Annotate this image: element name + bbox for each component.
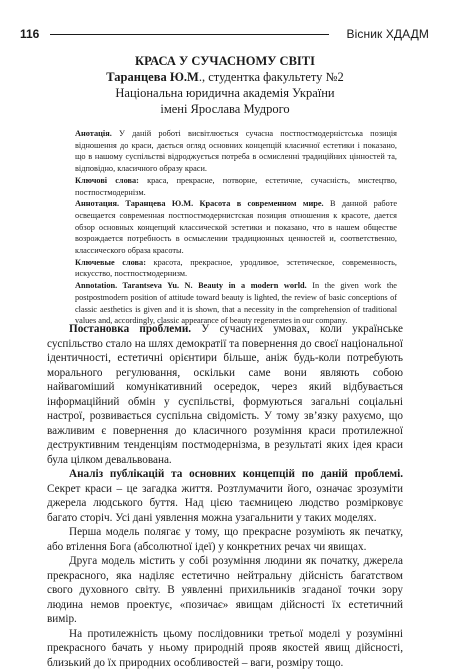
abstract-en-label: Annotation. Tarantseva Yu. N. Beauty in a modern world. (75, 281, 307, 290)
article-body (47, 322, 403, 670)
publications-analysis-text: Секрет краси – це загадка життя. Розтлумачити його, означає зрозуміти джерела людського буття. Над цією таємницею людство розмірковує багато сторіч. Усі дані уявлення можна узагальнити у таких моделях. (47, 483, 403, 524)
author-line (40, 69, 410, 85)
abstracts-block (75, 128, 397, 327)
keywords-ua-text: краса, прекрасне, потворне, естетичне, сучасність, мистецтво, постпостмодернізм. (75, 176, 397, 197)
header-rule (50, 34, 329, 35)
affiliation-line-2: імені Ярослава Мудрого (40, 101, 410, 117)
keywords-ua-label: Ключові слова: (75, 176, 139, 185)
page-header (20, 27, 429, 43)
abstract-ua-label: Анотація. (75, 129, 112, 138)
author-name: Таранцева Ю.М (106, 70, 199, 84)
page-number: 116 (20, 27, 39, 41)
author-position: ., студентка факультету №2 (199, 70, 344, 84)
abstract-ru-text: В данной работе освещается современная постпостмодернистская позиция отношения к красоте, дается обзор основных концепций классической эстетики и показано, что в нашем обществе возрождается потребность в осмыслении традиционных ценностей и, соответственно, классического образа красоты. (75, 199, 397, 255)
abstract-ua-text: У даній роботі висвітлюється сучасна постпостмодерністська позиція відношення до краси, дається огляд основних концепцій класичної естетики і показано, що в нашому суспільстві відроджується потреба в осмисленні традиційних цінностей та, відповідно, класичного образу краси. (75, 129, 397, 173)
affiliation-line-1: Національна юридична академія України (40, 85, 410, 101)
keywords-ru-text: красота, прекрасное, уродливое, эстетическое, современность, искусство, постпостмодернизм. (75, 258, 397, 279)
paragraph-problem-statement (47, 322, 403, 467)
abstract-en (75, 280, 397, 327)
keywords-ru (75, 257, 397, 280)
publications-analysis-label: Аналіз публікацій та основних концепцій по даній проблемі. (69, 468, 403, 480)
paragraph-publications-analysis (47, 467, 403, 525)
article-title: КРАСА У СУЧАСНОМУ СВІТІ (40, 53, 410, 69)
keywords-ru-label: Ключевые слова: (75, 258, 146, 267)
abstract-en-text: In the given work the postpostmodern position of attitude toward beauty is lighted, the review of basic conceptions of classic aesthetics is given and it is shown, that a necessity in the comprehension of traditional values and, accordingly, classic appearance of beauty regenerates in our company. (75, 281, 397, 325)
problem-statement-label: Постановка проблеми. (69, 323, 191, 335)
journal-name: Вісник ХДАДМ (347, 27, 429, 41)
keywords-ua (75, 175, 397, 198)
abstract-ru (75, 198, 397, 257)
problem-statement-text: У сучасних умовах, коли українське суспільство стало на шлях демократії та повернення до своєї національної ідентичності, естетичні орієнтири більше, аніж будь-коли потребують морального регулювання, оскільки саме вони являють собою найвагоміший комунікативний осередок, через який відбувається інформаційний обмін у суспільстві, формуються загальні соціальні настрої, розвивається суспільна свідомість. У тому зв’язку рахуємо, що важливим є повернення до класичного розуміння краси протилежної деструктивним тенденціям постмодернізма, в результаті яких ідея краси була цілком девальвована. (47, 323, 403, 466)
paragraph-third-model: На протилежність цьому послідовники третьої моделі у розумінні прекрасного бачать у ньому природній прояв якостей явищ дійсності, близький до їх природних особливостей – ваги, розміру тощо. (47, 627, 403, 670)
abstract-ru-label: Аннотация. Таранцева Ю.М. Красота в современном мире. (75, 199, 324, 208)
paragraph-second-model: Друга модель містить у собі розуміння людини як початку, джерела прекрасного, яка наділяє естетично нейтральну дійсність багатством свого духовного світу. В уявленні прихильників згаданої точки зору людина немов проектує, «позичає» явищам дійсності їх естетичний вимір. (47, 554, 403, 627)
abstract-ua (75, 128, 397, 175)
paragraph-first-model: Перша модель полягає у тому, що прекрасне розуміють як печатку, або втілення Бога (абсолютної ідеї) у конкретних речах чи явищах. (47, 525, 403, 554)
